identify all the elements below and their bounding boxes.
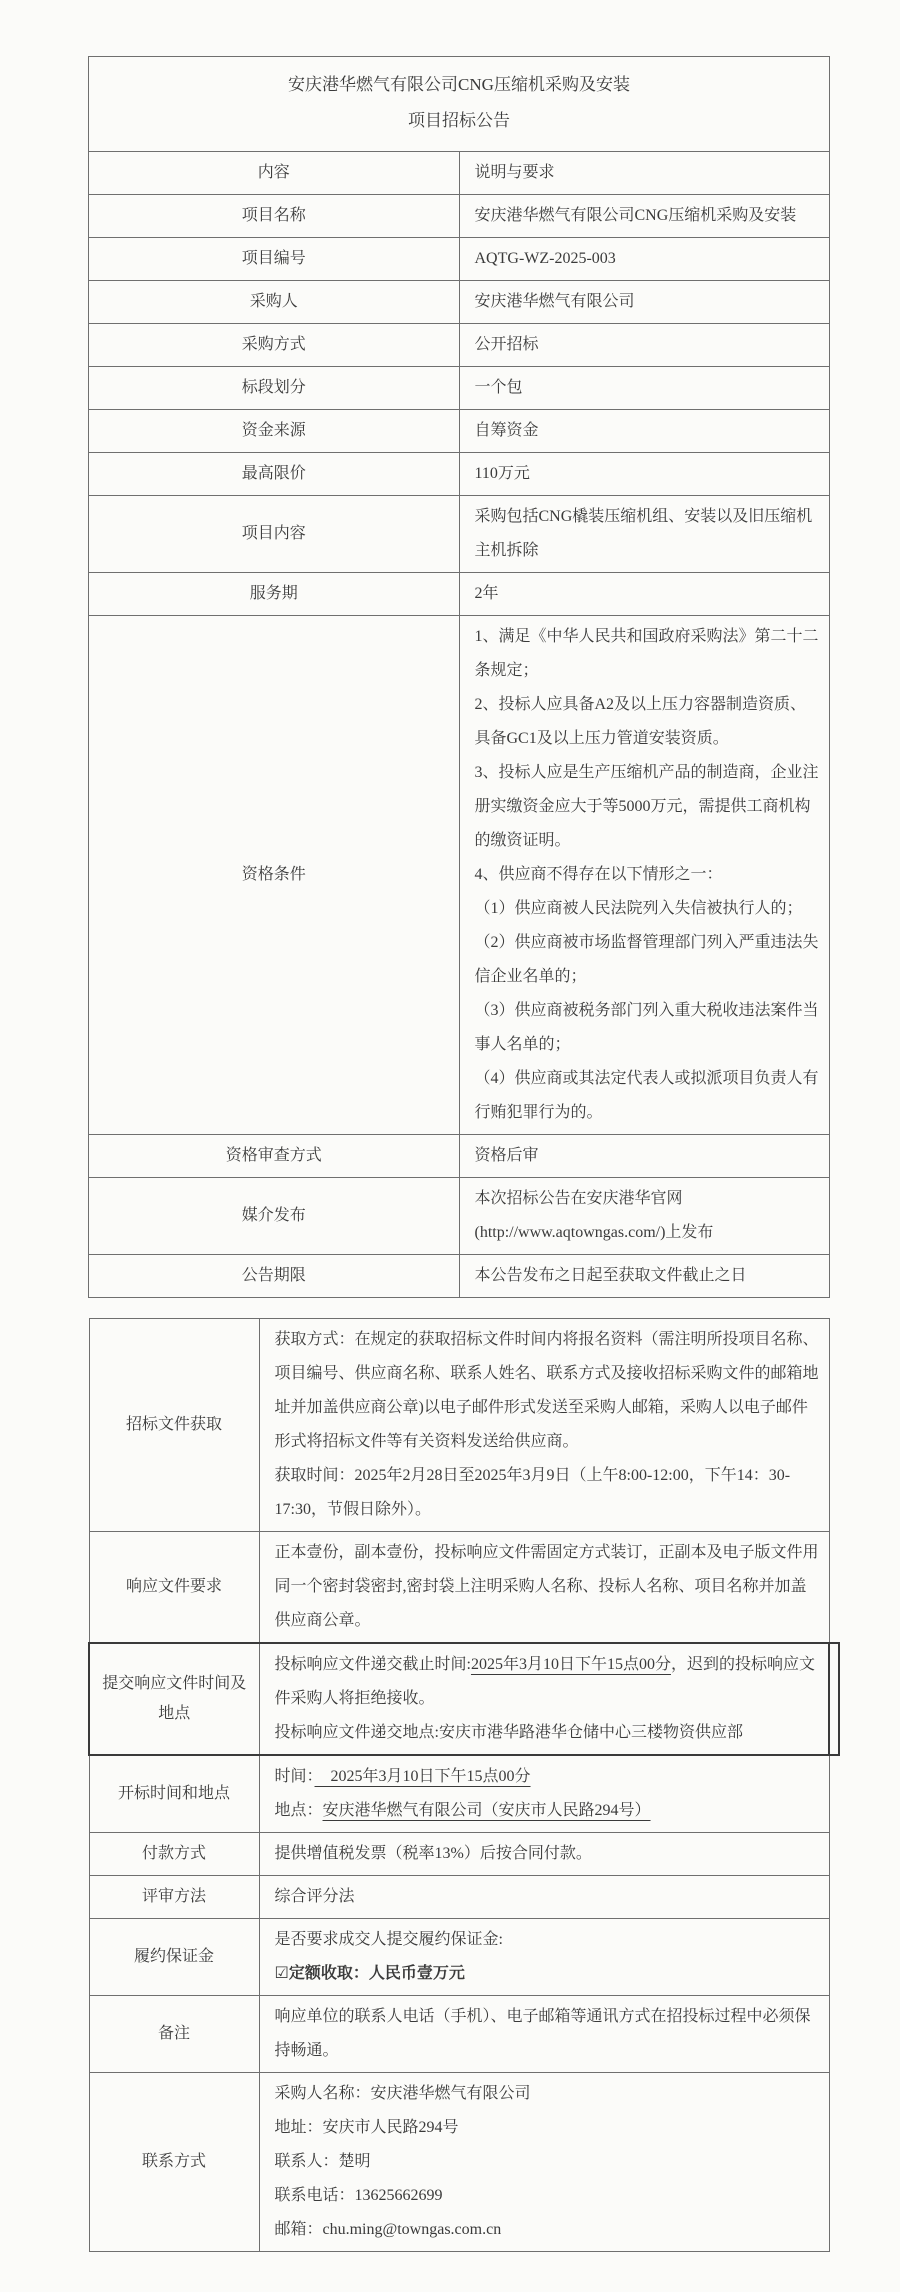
document-title <box>89 57 830 152</box>
value-evaluation-method: 综合评分法 <box>259 1876 829 1919</box>
title-line-2: 项目招标公告 <box>408 111 510 130</box>
row-lot-division <box>89 367 830 410</box>
label-evaluation-method: 评审方法 <box>89 1876 259 1919</box>
checkbox-checked-icon: ☑ <box>274 1965 289 1982</box>
qualification-item-3: 3、投标人应是生产压缩机产品的制造商，企业注册实缴资金应大于等5000万元，需提供工商机构的缴资证明。 <box>474 764 819 849</box>
label-qualification: 资格条件 <box>89 616 460 1135</box>
obtaining-method: 获取方式：在规定的获取招标文件时间内将报名资料（需注明所投项目名称、项目编号、供应商名称、联系人姓名、联系方式及接收招标采购文件的邮箱地址并加盖供应商公章)以电子邮件形式发送至采购人邮箱，采购人以电子邮件形式将招标文件等有关资料发送给供应商。 <box>274 1331 819 1450</box>
value-lot-division: 一个包 <box>459 367 830 410</box>
label-opening-time-place: 开标时间和地点 <box>89 1755 259 1833</box>
label-purchaser: 采购人 <box>89 281 460 324</box>
row-project-name <box>89 195 830 238</box>
submission-deadline-prefix: 投标响应文件递交截止时间: <box>274 1656 471 1673</box>
row-evaluation-method <box>89 1876 829 1919</box>
qualification-item-4-1: （1）供应商被人民法院列入失信被执行人的； <box>474 900 803 917</box>
label-procurement-method: 采购方式 <box>89 324 460 367</box>
row-notice-period <box>89 1255 830 1298</box>
row-document-obtaining <box>89 1319 829 1532</box>
contact-purchaser-name: 采购人名称：安庆港华燃气有限公司 <box>274 2085 531 2102</box>
value-submission-time-place <box>259 1643 829 1755</box>
label-lot-division: 标段划分 <box>89 367 460 410</box>
label-project-content: 项目内容 <box>89 496 460 573</box>
label-submission-time-place: 提交响应文件时间及地点 <box>89 1643 259 1755</box>
opening-time-value: 2025年3月10日下午15点00分 <box>314 1768 531 1785</box>
obtaining-time: 获取时间：2025年2月28日至2025年3月9日（上午8:00-12:00，下午14：30-17:30，节假日除外）。 <box>274 1467 791 1518</box>
row-contact-info <box>89 2073 829 2252</box>
title-line-1: 安庆港华燃气有限公司CNG压缩机采购及安装 <box>288 75 630 94</box>
bond-answer-text: 定额收取：人民币壹万元 <box>288 1965 465 1982</box>
opening-place <box>275 1794 819 1828</box>
row-opening-time-place <box>89 1755 829 1833</box>
qualification-item-4-4: （4）供应商或其法定代表人或拟派项目负责人有行贿犯罪行为的。 <box>474 1070 819 1121</box>
value-project-content: 采购包括CNG橇装压缩机组、安装以及旧压缩机主机拆除 <box>459 496 830 573</box>
qualification-item-4: 4、供应商不得存在以下情形之一： <box>474 866 723 883</box>
opening-place-value: 安庆港华燃气有限公司（安庆市人民路294号） <box>322 1802 651 1819</box>
bond-question: 是否要求成交人提交履约保证金: <box>274 1931 503 1948</box>
row-payment-method <box>89 1833 829 1876</box>
label-notice-period: 公告期限 <box>89 1255 460 1298</box>
qualification-item-2: 2、投标人应具备A2及以上压力容器制造资质、具备GC1及以上压力管道安装资质。 <box>474 696 807 747</box>
value-price-ceiling: 110万元 <box>459 453 830 496</box>
contact-address: 地址：安庆市人民路294号 <box>274 2119 459 2136</box>
value-project-code: AQTG-WZ-2025-003 <box>459 238 830 281</box>
label-remarks: 备注 <box>89 1996 259 2073</box>
submission-place: 投标响应文件递交地点:安庆市港华路港华仓储中心三楼物资供应部 <box>274 1724 743 1741</box>
tender-notice-table-2 <box>88 1318 830 2252</box>
value-project-name: 安庆港华燃气有限公司CNG压缩机采购及安装 <box>459 195 830 238</box>
submission-deadline <box>275 1648 819 1716</box>
value-media-publication: 本次招标公告在安庆港华官网(http://www.aqtowngas.com/)上发布 <box>459 1178 830 1255</box>
value-qualification <box>459 616 830 1135</box>
header-content-label: 内容 <box>89 152 460 195</box>
tender-notice-table-1 <box>88 56 830 1298</box>
contact-email: 邮箱：chu.ming@towngas.com.cn <box>274 2221 502 2238</box>
value-document-obtaining <box>259 1319 829 1532</box>
value-payment-method: 提供增值税发票（税率13%）后按合同付款。 <box>259 1833 829 1876</box>
qualification-item-4-2: （2）供应商被市场监督管理部门列入严重违法失信企业名单的； <box>474 934 819 985</box>
value-response-requirements: 正本壹份，副本壹份，投标响应文件需固定方式装订，正副本及电子版文件用同一个密封袋密封,密封袋上注明采购人名称、投标人名称、项目名称并加盖供应商公章。 <box>259 1532 829 1644</box>
value-contact-info <box>259 2073 829 2252</box>
label-project-name: 项目名称 <box>89 195 460 238</box>
label-media-publication: 媒介发布 <box>89 1178 460 1255</box>
title-row <box>89 57 830 152</box>
row-performance-bond <box>89 1919 829 1996</box>
row-project-code <box>89 238 830 281</box>
value-notice-period: 本公告发布之日起至获取文件截止之日 <box>459 1255 830 1298</box>
opening-time-label: 时间： <box>274 1768 315 1785</box>
row-media-publication <box>89 1178 830 1255</box>
opening-time <box>275 1760 819 1794</box>
value-opening-time-place <box>259 1755 829 1833</box>
value-performance-bond <box>259 1919 829 1996</box>
submission-deadline-suffix: ，迟到的投标响应文件采购人将拒绝接收。 <box>274 1656 815 1707</box>
label-project-code: 项目编号 <box>89 238 460 281</box>
submission-deadline-date: 2025年3月10日下午15点00分 <box>470 1656 671 1673</box>
contact-phone: 联系电话：13625662699 <box>274 2187 443 2204</box>
row-remarks <box>89 1996 829 2073</box>
value-qualification-review: 资格后审 <box>459 1135 830 1178</box>
label-price-ceiling: 最高限价 <box>89 453 460 496</box>
qualification-item-4-3: （3）供应商被税务部门列入重大税收违法案件当事人名单的； <box>474 1002 819 1053</box>
header-row <box>89 152 830 195</box>
row-qualification <box>89 616 830 1135</box>
label-response-requirements: 响应文件要求 <box>89 1532 259 1644</box>
table-gap <box>88 1298 900 1318</box>
row-fund-source <box>89 410 830 453</box>
value-service-period: 2年 <box>459 573 830 616</box>
contact-person: 联系人：楚明 <box>274 2153 371 2170</box>
header-requirements-label: 说明与要求 <box>459 152 830 195</box>
label-fund-source: 资金来源 <box>89 410 460 453</box>
row-qualification-review <box>89 1135 830 1178</box>
value-fund-source: 自筹资金 <box>459 410 830 453</box>
qualification-item-1: 1、满足《中华人民共和国政府采购法》第二十二条规定； <box>474 628 819 679</box>
row-submission-time-place <box>89 1643 829 1755</box>
row-procurement-method <box>89 324 830 367</box>
row-response-requirements <box>89 1532 829 1644</box>
label-payment-method: 付款方式 <box>89 1833 259 1876</box>
bond-answer <box>275 1957 819 1991</box>
label-performance-bond: 履约保证金 <box>89 1919 259 1996</box>
value-procurement-method: 公开招标 <box>459 324 830 367</box>
row-project-content <box>89 496 830 573</box>
row-price-ceiling <box>89 453 830 496</box>
label-document-obtaining: 招标文件获取 <box>89 1319 259 1532</box>
opening-place-label: 地点： <box>274 1802 323 1819</box>
value-remarks: 响应单位的联系人电话（手机）、电子邮箱等通讯方式在招投标过程中必须保持畅通。 <box>259 1996 829 2073</box>
row-service-period <box>89 573 830 616</box>
label-contact-info: 联系方式 <box>89 2073 259 2252</box>
label-qualification-review: 资格审查方式 <box>89 1135 460 1178</box>
label-service-period: 服务期 <box>89 573 460 616</box>
value-purchaser: 安庆港华燃气有限公司 <box>459 281 830 324</box>
row-purchaser <box>89 281 830 324</box>
